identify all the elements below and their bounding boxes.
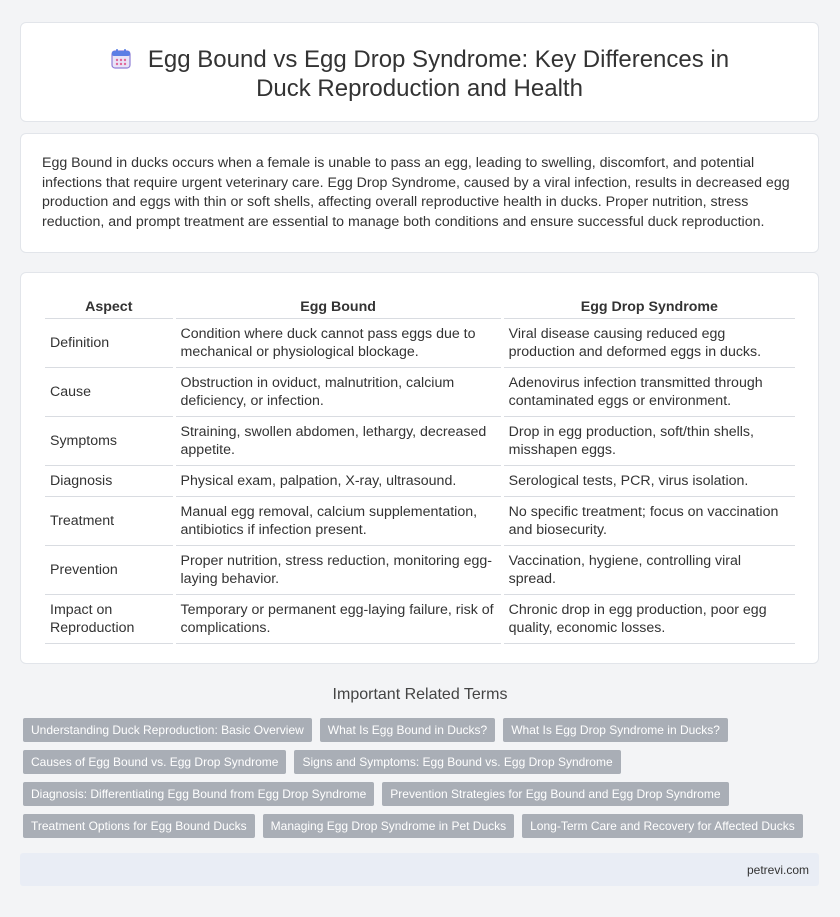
table-header-row: [45, 295, 795, 319]
related-term-link[interactable]: Understanding Duck Reproduction: Basic Overview: [23, 718, 312, 742]
table-cell: Straining, swollen abdomen, lethargy, decreased appetite.: [176, 417, 501, 466]
page-title-text: Egg Bound vs Egg Drop Syndrome: Key Differences in Duck Reproduction and Health: [147, 46, 730, 102]
table-cell: Impact on Reproduction: [45, 595, 173, 644]
intro-card: [20, 133, 819, 253]
table-row: [45, 546, 795, 595]
intro-paragraph: Egg Bound in ducks occurs when a female is unable to pass an egg, leading to swelling, discomfort, and potential infections that require urgent veterinary care. Egg Drop Syndrome, caused by a viral infection, results in decreased egg production and eggs with thin or soft shells, affecting overall reproductive health in ducks. Proper nutrition, stress reduction, and prompt treatment are essential to manage both conditions and ensure successful duck reproduction.: [42, 155, 790, 230]
table-cell: Physical exam, palpation, X-ray, ultrasound.: [176, 466, 501, 497]
related-terms-heading: Important Related Terms: [332, 686, 508, 703]
table-cell: No specific treatment; focus on vaccination and biosecurity.: [504, 497, 795, 546]
related-terms-list: [23, 718, 813, 846]
table-cell: Viral disease causing reduced egg production and deformed eggs in ducks.: [504, 319, 795, 368]
table-cell: Serological tests, PCR, virus isolation.: [504, 466, 795, 497]
table-cell: Symptoms: [45, 417, 173, 466]
related-term-link[interactable]: Causes of Egg Bound vs. Egg Drop Syndrome: [23, 750, 286, 774]
table-row: [45, 466, 795, 497]
table-cell: Adenovirus infection transmitted through contaminated eggs or environment.: [504, 368, 795, 417]
table-row: [45, 319, 795, 368]
table-row: [45, 368, 795, 417]
table-row: [45, 497, 795, 546]
comparison-table: [42, 295, 798, 644]
tag-row: [23, 782, 813, 806]
table-cell: Temporary or permanent egg-laying failure, risk of complications.: [176, 595, 501, 644]
related-term-link[interactable]: Diagnosis: Differentiating Egg Bound from Egg Drop Syndrome: [23, 782, 374, 806]
related-term-link[interactable]: Treatment Options for Egg Bound Ducks: [23, 814, 255, 838]
related-term-link[interactable]: Prevention Strategies for Egg Bound and Egg Drop Syndrome: [382, 782, 728, 806]
table-cell: Chronic drop in egg production, poor egg quality, economic losses.: [504, 595, 795, 644]
table-cell: Diagnosis: [45, 466, 173, 497]
column-header-aspect: Aspect: [45, 295, 173, 319]
related-term-link[interactable]: Signs and Symptoms: Egg Bound vs. Egg Drop Syndrome: [294, 750, 620, 774]
table-cell: Obstruction in oviduct, malnutrition, calcium deficiency, or infection.: [176, 368, 501, 417]
related-term-link[interactable]: Managing Egg Drop Syndrome in Pet Ducks: [263, 814, 514, 838]
table-row: [45, 417, 795, 466]
table-cell: Condition where duck cannot pass eggs due to mechanical or physiological blockage.: [176, 319, 501, 368]
page-title: [21, 45, 818, 103]
tag-row: [23, 814, 813, 838]
table-cell: Definition: [45, 319, 173, 368]
related-term-link[interactable]: Long-Term Care and Recovery for Affected Ducks: [522, 814, 803, 838]
related-term-link[interactable]: What Is Egg Bound in Ducks?: [320, 718, 495, 742]
table-cell: Vaccination, hygiene, controlling viral spread.: [504, 546, 795, 595]
related-term-link[interactable]: What Is Egg Drop Syndrome in Ducks?: [503, 718, 728, 742]
title-card: [20, 22, 819, 122]
table-cell: Treatment: [45, 497, 173, 546]
column-header-egg-drop-syndrome: Egg Drop Syndrome: [504, 295, 795, 319]
table-cell: Manual egg removal, calcium supplementation, antibiotics if infection present.: [176, 497, 501, 546]
table-row: [45, 595, 795, 644]
tag-row: [23, 718, 813, 742]
table-cell: Cause: [45, 368, 173, 417]
comparison-card: [20, 272, 819, 664]
table-cell: Drop in egg production, soft/thin shells, misshapen eggs.: [504, 417, 795, 466]
calendar-icon: [110, 48, 132, 70]
table-cell: Proper nutrition, stress reduction, monitoring egg-laying behavior.: [176, 546, 501, 595]
site-link[interactable]: petrevi.com: [746, 863, 809, 877]
footer-bar: [20, 853, 819, 886]
table-cell: Prevention: [45, 546, 173, 595]
column-header-egg-bound: Egg Bound: [176, 295, 501, 319]
tag-row: [23, 750, 813, 774]
